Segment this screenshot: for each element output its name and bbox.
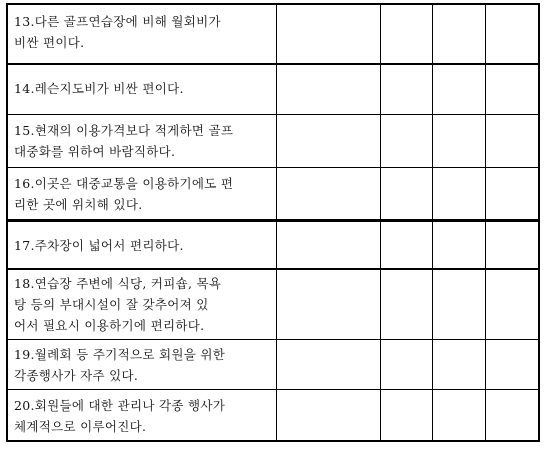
column-divider [276,3,277,442]
question-20-text: 20.회원들에 대한 관리나 각종 행사가 체계적으로 이루어진다. [14,398,226,434]
table-left-border [6,3,8,442]
row-divider [6,114,540,115]
row-divider [6,339,540,340]
question-14-text: 14.레슨지도비가 비싼 편이다. [14,81,184,96]
question-15-text: 15.현재의 이용가격보다 적게하면 골프 대중화를 위하여 바람직하다. [14,123,234,159]
row-divider [6,63,540,65]
row-divider [6,389,540,390]
question-16-text: 16.이곳은 대중교통을 이용하기에도 편 리한 곳에 위치해 있다. [14,176,234,212]
column-divider [380,3,381,442]
question-13-text: 13.다른 골프연습장에 비해 월회비가 비싼 편이다. [14,14,221,50]
question-19-text: 19.월례회 등 주기적으로 회원을 위한 각종행사가 자주 있다. [14,347,226,383]
question-17-text: 17.주차장이 넓어서 편리하다. [14,238,184,253]
table-right-border [538,3,540,442]
table-top-border [6,3,540,5]
table-bottom-border [6,440,540,442]
column-divider [485,3,486,442]
row-divider [6,268,540,270]
column-divider [432,3,433,442]
question-18-text: 18.연습장 주변에 식당, 커피숍, 목욕 탕 등의 부대시설이 잘 갖추어져 있 어서 필요시 이용하기에 편리하다. [14,276,222,333]
row-divider [6,219,540,222]
row-divider [6,167,540,168]
